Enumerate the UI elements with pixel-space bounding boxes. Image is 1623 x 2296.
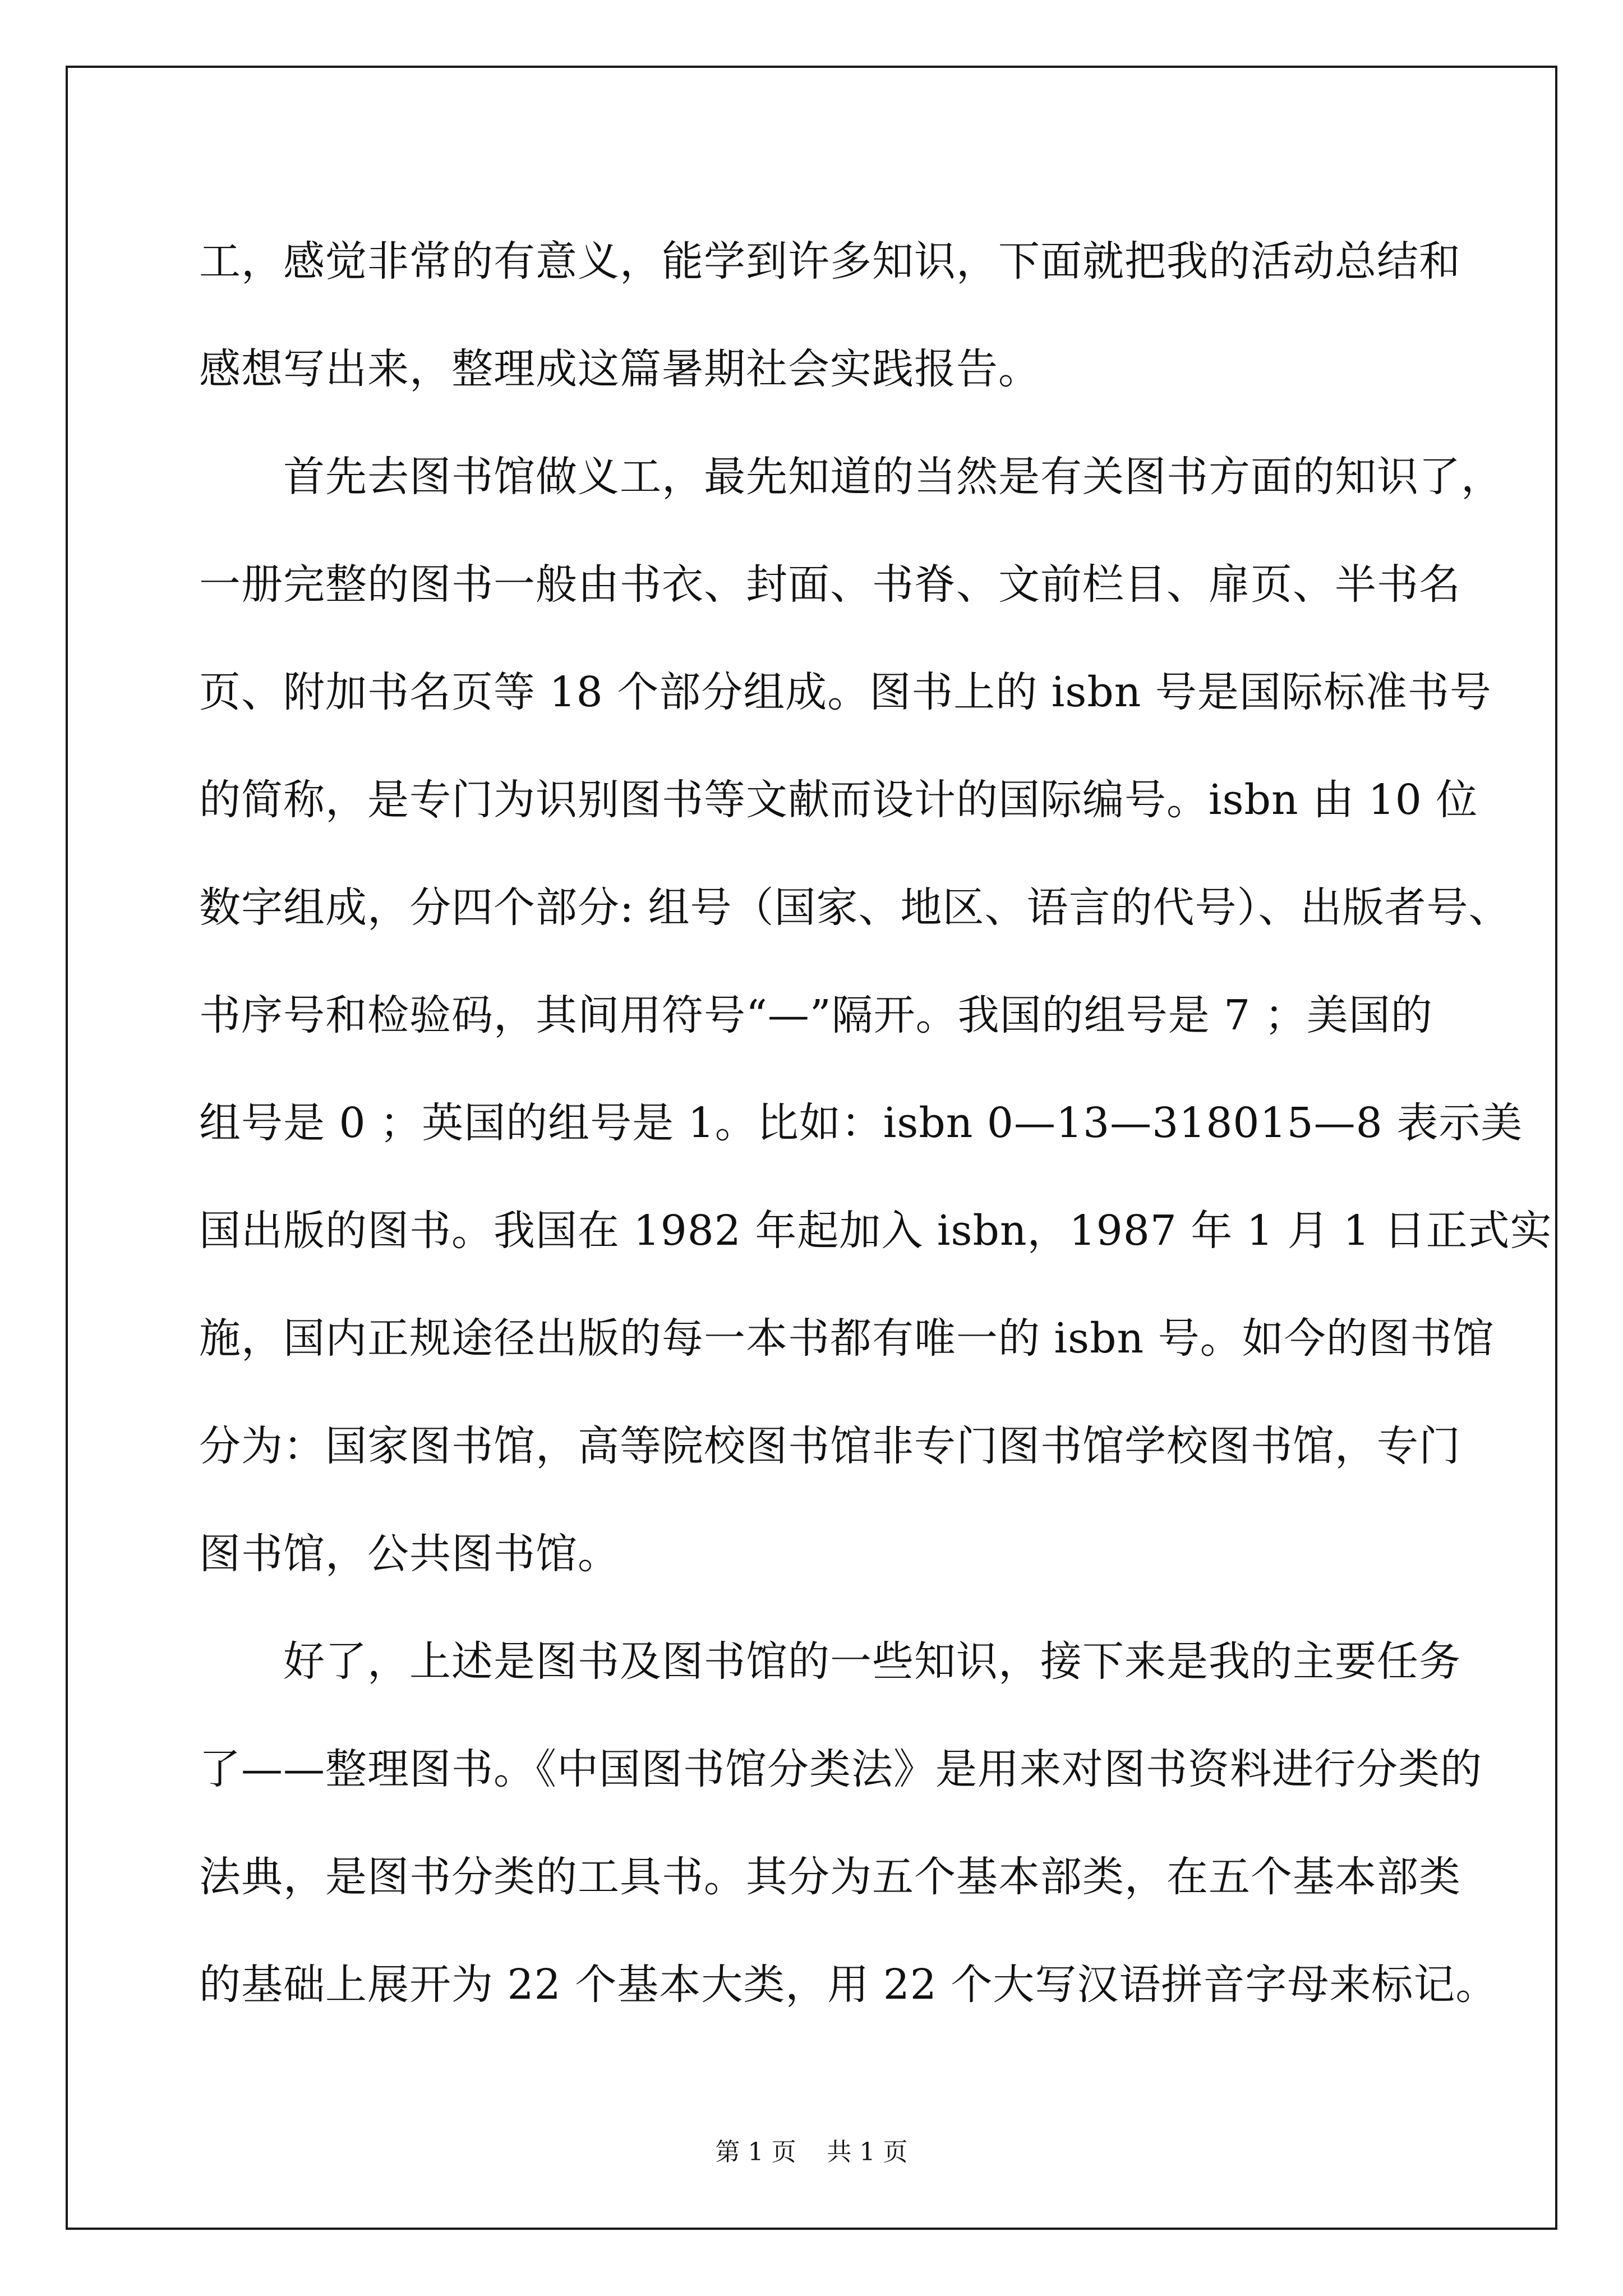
text-line: 施，国内正规途径出版的每一本书都有唯一的 isbn 号。如今的图书馆 — [199, 1314, 1495, 1363]
text-line: 好了，上述是图书及图书馆的一些知识，接下来是我的主要任务 — [199, 1637, 1461, 1686]
text-line: 的基础上展开为 22 个基本大类，用 22 个大写汉语拼音字母来标记。 — [199, 1961, 1498, 2009]
text-line: 一册完整的图书一般由书衣、封面、书脊、文前栏目、扉页、半书名 — [199, 560, 1461, 609]
text-line: 工，感觉非常的有意义，能学到许多知识，下面就把我的活动总结和 — [199, 237, 1461, 286]
text-line: 法典，是图书分类的工具书。其分为五个基本部类，在五个基本部类 — [199, 1853, 1461, 1901]
text-line: 数字组成，分四个部分: 组号（国家、地区、语言的代号）、出版者号、 — [199, 884, 1511, 932]
text-line: 图书馆，公共图书馆。 — [199, 1530, 620, 1578]
total-pages: 共 1 页 — [827, 2138, 908, 2166]
text-line: 书序号和检验码，其间用符号“—”隔开。我国的组号是 7 ；美国的 — [199, 991, 1433, 1039]
text-line: 组号是 0 ；英国的组号是 1。比如：isbn 0—13—318015—8 表示美 — [199, 1099, 1523, 1147]
text-line: 页、附加书名页等 18 个部分组成。图书上的 isbn 号是国际标准书号 — [199, 668, 1492, 716]
text-line: 了——整理图书。《中国图书馆分类法》是用来对图书资料进行分类的 — [199, 1745, 1482, 1793]
page-number: 第 1 页 — [715, 2138, 796, 2166]
text-line: 分为：国家图书馆，高等院校图书馆非专门图书馆学校图书馆，专门 — [199, 1422, 1461, 1470]
text-line: 感想写出来，整理成这篇暑期社会实践报告。 — [199, 345, 1040, 393]
text-line: 首先去图书馆做义工，最先知道的当然是有关图书方面的知识了， — [199, 453, 1503, 501]
document-body — [199, 208, 1552, 2039]
text-line: 国出版的图书。我国在 1982 年起加入 isbn，1987 年 1 月 1 日正式实 — [199, 1207, 1552, 1255]
page-footer — [0, 2132, 1623, 2168]
text-line: 的简称，是专门为识别图书等文献而设计的国际编号。isbn 由 10 位 — [199, 776, 1478, 824]
